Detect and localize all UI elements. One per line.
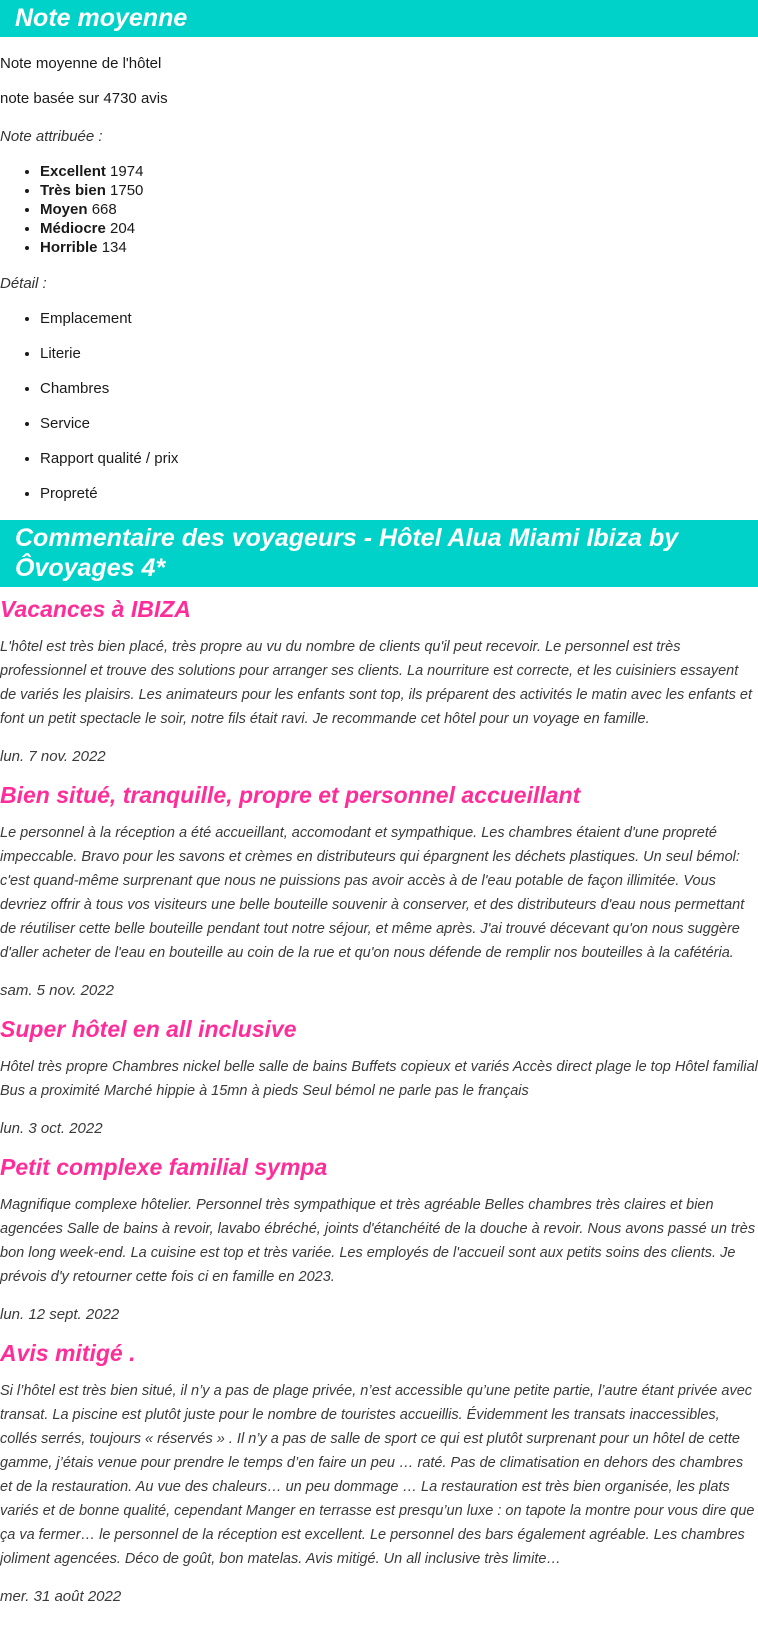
detail-label: Détail : <box>0 275 47 292</box>
detail-item-service: • Service <box>40 414 758 434</box>
rating-item-moyen <box>40 200 758 219</box>
detail-item-literie: • Literie <box>40 344 758 364</box>
review-body: Si l’hôtel est très bien situé, il n’y a pas de plage privée, n’est accessible qu’une petite partie, l’autre étant privée avec transat. La piscine est plutôt juste pour le nombre de touristes accueillis. Évidemment les transats inaccessibles, collés serrés, toujours « réservés » . Il n’y a pas de salle de sport ce qui est plutôt surprenant pour un hôtel de cette gamme, j’étais venue pour prendre le temps d’en faire un peu … raté. Pas de climatisation en dehors des chambres et de la restauration. Au vue des chaleurs… un peu dommage … La restauration est très bien organisée, les plats variés et de bonne qualité, cependant Manger en terrasse est presqu’un luxe : on tapote la montre pour vous dire que ça va fermer… le personnel de la réception est excellent. Le personnel des bars également agréable. Les chambres joliment agencées. Déco de goût, bon matelas. Avis mitigé. Un all inclusive très limite… <box>0 1383 755 1567</box>
rating-item-mediocre <box>40 219 758 238</box>
review-item <box>0 781 758 1001</box>
review-title: Super hôtel en all inclusive <box>0 1016 297 1042</box>
rating-count: 134 <box>101 239 127 256</box>
hotel-rating-label: Note moyenne de l'hôtel <box>0 55 162 72</box>
review-body: Magnifique complexe hôtelier. Personnel très sympathique et très agréable Belles chambres très claires et bien agencées Salle de bains à revoir, lavabo ébréché, joints d'étanchéité de la douche à revoir. Nous avons passé un très bon long week-end. La cuisine est top et très variée. Les employés de l'accueil sont aux petits soins des clients. Je prévois d'y retourner cette fois ci en famille en 2023. <box>0 1197 756 1285</box>
rating-item-tres-bien <box>40 181 758 200</box>
review-title: Bien situé, tranquille, propre et personnel accueillant <box>0 782 581 808</box>
rating-label: Très bien <box>40 182 106 199</box>
rating-item-excellent <box>40 162 758 181</box>
rating-count: 668 <box>91 201 117 218</box>
comments-header: Commentaire des voyageurs - Hôtel Alua Miami Ibiza by Ôvoyages 4* <box>0 520 758 587</box>
detail-item-chambres: • Chambres <box>40 379 758 399</box>
rating-count: 204 <box>110 220 136 237</box>
review-date: lun. 12 sept. 2022 <box>0 1306 120 1323</box>
review-title: Avis mitigé . <box>0 1340 136 1366</box>
rating-label: Horrible <box>40 239 98 256</box>
review-title: Petit complexe familial sympa <box>0 1154 328 1180</box>
review-count: note basée sur 4730 avis <box>0 90 168 107</box>
review-date: sam. 5 nov. 2022 <box>0 982 114 999</box>
rating-label: Médiocre <box>40 220 106 237</box>
review-title: Vacances à IBIZA <box>0 596 191 622</box>
review-item <box>0 1153 758 1325</box>
review-item <box>0 595 758 767</box>
review-body: Hôtel très propre Chambres nickel belle salle de bains Buffets copieux et variés Accès direct plage le top Hôtel familial Bus a proximité Marché hippie à 15mn à pieds Seul bémol ne parle pas le français <box>0 1059 758 1099</box>
detail-item-proprete: • Propreté <box>40 484 758 504</box>
rating-count: 1974 <box>110 163 144 180</box>
review-item <box>0 1339 758 1607</box>
review-body: L'hôtel est très bien placé, très propre au vu du nombre de clients qu'il peut recevoir. Le personnel est très professionnel et trouve des solutions pour arranger ses clients. La nourriture est correcte, et les cuisiniers essayent de variés les plaisirs. Les animateurs pour les enfants sont top, ils préparent des activités le matin avec les enfants et font un petit spectacle le soir, notre fils était ravi. Je recommande cet hôtel pour un voyage en famille. <box>0 639 752 727</box>
review-date: lun. 7 nov. 2022 <box>0 748 106 765</box>
rating-label: Moyen <box>40 201 88 218</box>
review-date: mer. 31 août 2022 <box>0 1588 122 1605</box>
detail-item-rapport-qualite-prix: • Rapport qualité / prix <box>40 449 758 469</box>
detail-list <box>0 309 758 504</box>
rating-count: 1750 <box>110 182 144 199</box>
detail-item-emplacement: • Emplacement <box>40 309 758 329</box>
ratings-list <box>0 162 758 257</box>
ratings-label: Note attribuée : <box>0 128 103 145</box>
rating-item-horrible <box>40 238 758 257</box>
review-item <box>0 1015 758 1139</box>
rating-label: Excellent <box>40 163 106 180</box>
review-date: lun. 3 oct. 2022 <box>0 1120 103 1137</box>
average-rating-header: Note moyenne <box>0 0 758 37</box>
review-body: Le personnel à la réception a été accueillant, accomodant et sympathique. Les chambres étaient d'une propreté impeccable. Bravo pour les savons et crèmes en distributeurs qui épargnent les déchets plastiques. Un seul bémol: c'est quand-même surprenant que nous ne puissions pas avoir accès à de l'eau potable de façon illimitée. Vous devriez offrir à tous vos visiteurs une belle bouteille souvenir à conserver, et des distributeurs d'eau nous permettant de réutiliser cette belle bouteille pendant tout notre séjour, et même après. J'ai trouvé décevant qu'on nous suggère d'aller acheter de l'eau en bouteille au coin de la rue et qu'on nous défende de remplir nos bouteilles à la cafétéria. <box>0 825 745 961</box>
